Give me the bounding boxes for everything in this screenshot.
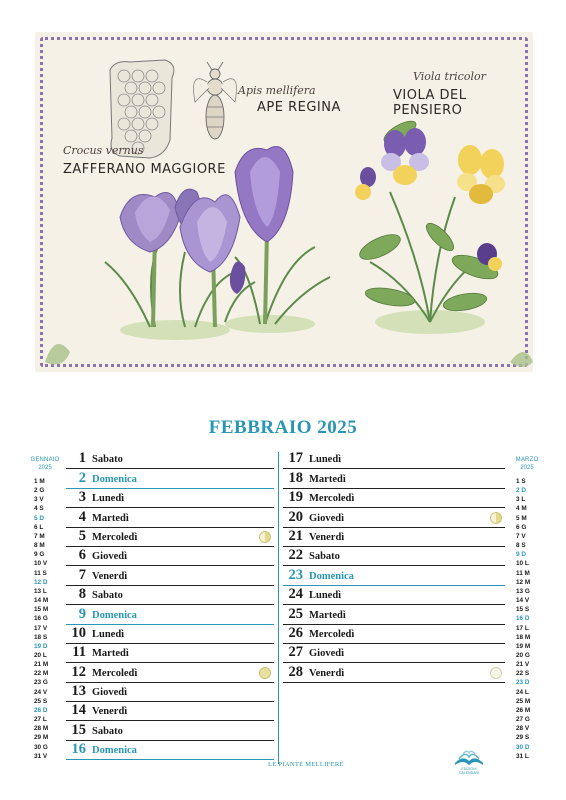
day-number: 11	[72, 644, 86, 661]
next-month-mini-calendar	[512, 457, 542, 761]
day-number: 4	[78, 508, 86, 525]
mini-day: 7 V	[516, 532, 526, 540]
day-row	[66, 625, 274, 644]
next-month-year: 2025	[520, 465, 534, 471]
mini-day: 21 M	[34, 661, 49, 669]
mini-day: 31 L	[516, 752, 529, 760]
day-number: 3	[78, 489, 86, 506]
day-row	[283, 450, 505, 469]
day-name: Venerdì	[309, 531, 345, 543]
day-number: 23	[288, 566, 303, 583]
mini-day: 8 S	[516, 542, 526, 550]
day-name: Giovedì	[92, 551, 128, 563]
mini-day: 19 M	[516, 642, 531, 650]
day-row	[66, 683, 274, 702]
mini-day: 2 D	[516, 487, 526, 495]
prev-month-name: GENNAIO	[30, 457, 60, 463]
mini-day: 1 M	[34, 478, 45, 485]
mini-day: 23 G	[34, 679, 48, 687]
day-name: Sabato	[92, 454, 123, 466]
day-number: 8	[78, 586, 86, 603]
day-name: Martedì	[309, 609, 346, 621]
month-title: FEBBRAIO 2025	[208, 417, 358, 438]
day-number: 20	[288, 508, 303, 525]
day-name: Lunedì	[309, 454, 342, 466]
bee-latin-label: Apis mellifera	[238, 84, 316, 97]
mini-day: 12 D	[34, 578, 48, 586]
day-row	[66, 644, 274, 663]
mini-day: 18 M	[516, 633, 531, 641]
crocus-common-label: ZAFFERANO MAGGIORE	[63, 162, 226, 177]
column-divider	[278, 452, 279, 764]
mini-day: 29 S	[516, 734, 530, 742]
day-row	[283, 469, 505, 488]
mini-day: 5 D	[34, 514, 44, 522]
mini-day: 22 S	[516, 670, 530, 678]
day-row	[66, 586, 274, 605]
mini-day: 22 M	[34, 670, 49, 678]
moon-phase-icon	[259, 667, 271, 679]
mini-day: 24 V	[34, 688, 48, 696]
mini-day: 25 S	[34, 697, 48, 705]
mini-day: 23 D	[516, 679, 530, 687]
mini-day: 21 V	[516, 661, 530, 669]
mini-day: 1 S	[516, 478, 526, 485]
day-row	[283, 644, 505, 663]
next-month-name: MARZO	[515, 457, 539, 463]
mini-day: 16 D	[516, 615, 530, 623]
mini-day: 25 M	[516, 697, 531, 705]
day-row	[66, 741, 274, 760]
day-number: 9	[78, 605, 86, 622]
mini-day: 11 S	[34, 569, 47, 577]
mini-day: 26 D	[34, 706, 48, 714]
day-row	[66, 547, 274, 566]
day-name: Lunedì	[92, 628, 125, 640]
day-row	[66, 528, 274, 547]
day-name: Sabato	[309, 551, 340, 563]
day-name: Sabato	[92, 590, 123, 602]
mini-day: 27 L	[34, 716, 47, 724]
mini-day: 20 G	[516, 651, 530, 659]
mini-day: 6 G	[516, 523, 527, 531]
mini-day: 17 V	[34, 624, 48, 632]
moon-phase-icon	[490, 667, 502, 679]
days-column-2	[283, 450, 505, 683]
day-row	[66, 721, 274, 740]
prev-month-year: 2025	[38, 465, 52, 471]
day-name: Domenica	[92, 745, 137, 757]
day-name: Martedì	[92, 648, 129, 660]
logo-text: EDIZIONI CALENDARI	[458, 767, 480, 775]
day-row	[66, 663, 274, 682]
footer-title: LE PIANTE MELLIFERE	[268, 761, 344, 768]
day-row	[283, 663, 505, 682]
book-icon	[451, 745, 487, 769]
day-name: Mercoledì	[92, 531, 138, 543]
mini-day: 17 L	[516, 624, 529, 632]
day-row	[66, 508, 274, 527]
viola-latin-label: Viola tricolor	[413, 70, 486, 83]
day-row	[283, 625, 505, 644]
mini-day: 15 M	[34, 606, 49, 614]
crocus-latin-label: Crocus vernus	[63, 144, 144, 157]
day-number: 22	[288, 547, 303, 564]
day-name: Giovedì	[309, 648, 345, 660]
mini-day: 29 M	[34, 734, 49, 742]
day-number: 25	[288, 605, 303, 622]
mini-day: 30 D	[516, 743, 530, 751]
mini-day: 13 L	[34, 587, 47, 595]
day-name: Lunedì	[92, 493, 125, 505]
day-number: 12	[71, 663, 86, 680]
day-row	[66, 489, 274, 508]
day-number: 21	[288, 527, 303, 544]
mini-day: 26 M	[516, 706, 531, 714]
mini-day: 9 G	[34, 551, 45, 559]
day-name: Venerdì	[309, 667, 345, 679]
moon-phase-icon	[490, 512, 502, 524]
day-name: Mercoledì	[309, 493, 355, 505]
mini-day: 28 V	[516, 725, 530, 733]
bee-common-label: APE REGINA	[257, 100, 341, 115]
mini-day: 12 M	[516, 578, 531, 586]
illustration-panel	[35, 32, 533, 372]
moon-phase-icon	[259, 531, 271, 543]
day-name: Giovedì	[92, 687, 128, 699]
mini-day: 10 L	[516, 560, 529, 568]
mini-day: 6 L	[34, 523, 44, 531]
mini-day: 3 V	[34, 496, 44, 504]
day-row	[283, 547, 505, 566]
day-name: Giovedì	[309, 512, 345, 524]
day-number: 14	[71, 702, 86, 719]
day-number: 19	[288, 489, 303, 506]
day-number: 28	[288, 663, 303, 680]
day-row	[283, 586, 505, 605]
day-number: 6	[78, 547, 86, 564]
day-name: Mercoledì	[92, 667, 138, 679]
day-number: 26	[288, 624, 303, 641]
mini-day: 2 G	[34, 487, 45, 495]
mini-day: 27 G	[516, 716, 530, 724]
mini-day: 5 M	[516, 514, 527, 522]
day-row	[283, 489, 505, 508]
mini-day: 13 G	[516, 587, 530, 595]
mini-day: 11 M	[516, 569, 530, 577]
mini-day: 3 L	[516, 496, 526, 504]
mini-day: 30 G	[34, 743, 48, 751]
mini-day: 20 L	[34, 651, 47, 659]
botanical-illustration	[35, 32, 533, 372]
day-name: Martedì	[92, 512, 129, 524]
day-number: 2	[78, 469, 86, 486]
days-column-1	[66, 450, 274, 760]
mini-day: 18 S	[34, 633, 48, 641]
day-row	[283, 566, 505, 585]
day-number: 24	[288, 586, 303, 603]
mini-day: 4 S	[34, 505, 44, 513]
mini-day: 8 M	[34, 542, 45, 550]
next-month-days	[512, 477, 542, 761]
mini-day: 14 V	[516, 597, 530, 605]
prev-month-days	[30, 477, 60, 761]
mini-day: 16 G	[34, 615, 48, 623]
mini-day: 28 M	[34, 725, 49, 733]
mini-day: 10 V	[34, 560, 48, 568]
publisher-logo	[451, 745, 487, 775]
day-row	[66, 469, 274, 488]
mini-day: 14 M	[34, 597, 49, 605]
day-number: 7	[78, 566, 86, 583]
prev-month-mini-calendar	[30, 457, 60, 761]
day-name: Domenica	[309, 570, 354, 582]
day-name: Lunedì	[309, 590, 342, 602]
day-row	[66, 566, 274, 585]
day-number: 10	[71, 624, 86, 641]
day-number: 16	[71, 741, 86, 758]
day-number: 13	[71, 683, 86, 700]
mini-day: 24 L	[516, 688, 529, 696]
mini-day: 4 M	[516, 505, 527, 513]
day-row	[66, 702, 274, 721]
day-name: Venerdì	[92, 570, 128, 582]
day-row	[66, 450, 274, 469]
bee-icon	[194, 62, 237, 139]
day-number: 15	[71, 721, 86, 738]
mini-day: 15 S	[516, 606, 530, 614]
day-name: Domenica	[92, 609, 137, 621]
day-number: 27	[288, 644, 303, 661]
mini-day: 7 M	[34, 532, 45, 540]
viola-common-label: VIOLA DEL PENSIERO	[393, 88, 467, 118]
day-name: Martedì	[309, 473, 346, 485]
day-name: Domenica	[92, 473, 137, 485]
viola-illustration	[355, 117, 505, 334]
day-row	[283, 605, 505, 624]
mini-day: 19 D	[34, 642, 48, 650]
mini-day: 31 V	[34, 752, 48, 760]
day-name: Sabato	[92, 725, 123, 737]
day-number: 5	[78, 527, 86, 544]
day-row	[283, 528, 505, 547]
mini-day: 9 D	[516, 551, 526, 559]
day-name: Mercoledì	[309, 628, 355, 640]
day-name: Venerdì	[92, 706, 128, 718]
day-row	[283, 508, 505, 527]
day-number: 17	[288, 450, 303, 467]
day-number: 1	[78, 450, 86, 467]
day-row	[66, 605, 274, 624]
day-number: 18	[288, 469, 303, 486]
